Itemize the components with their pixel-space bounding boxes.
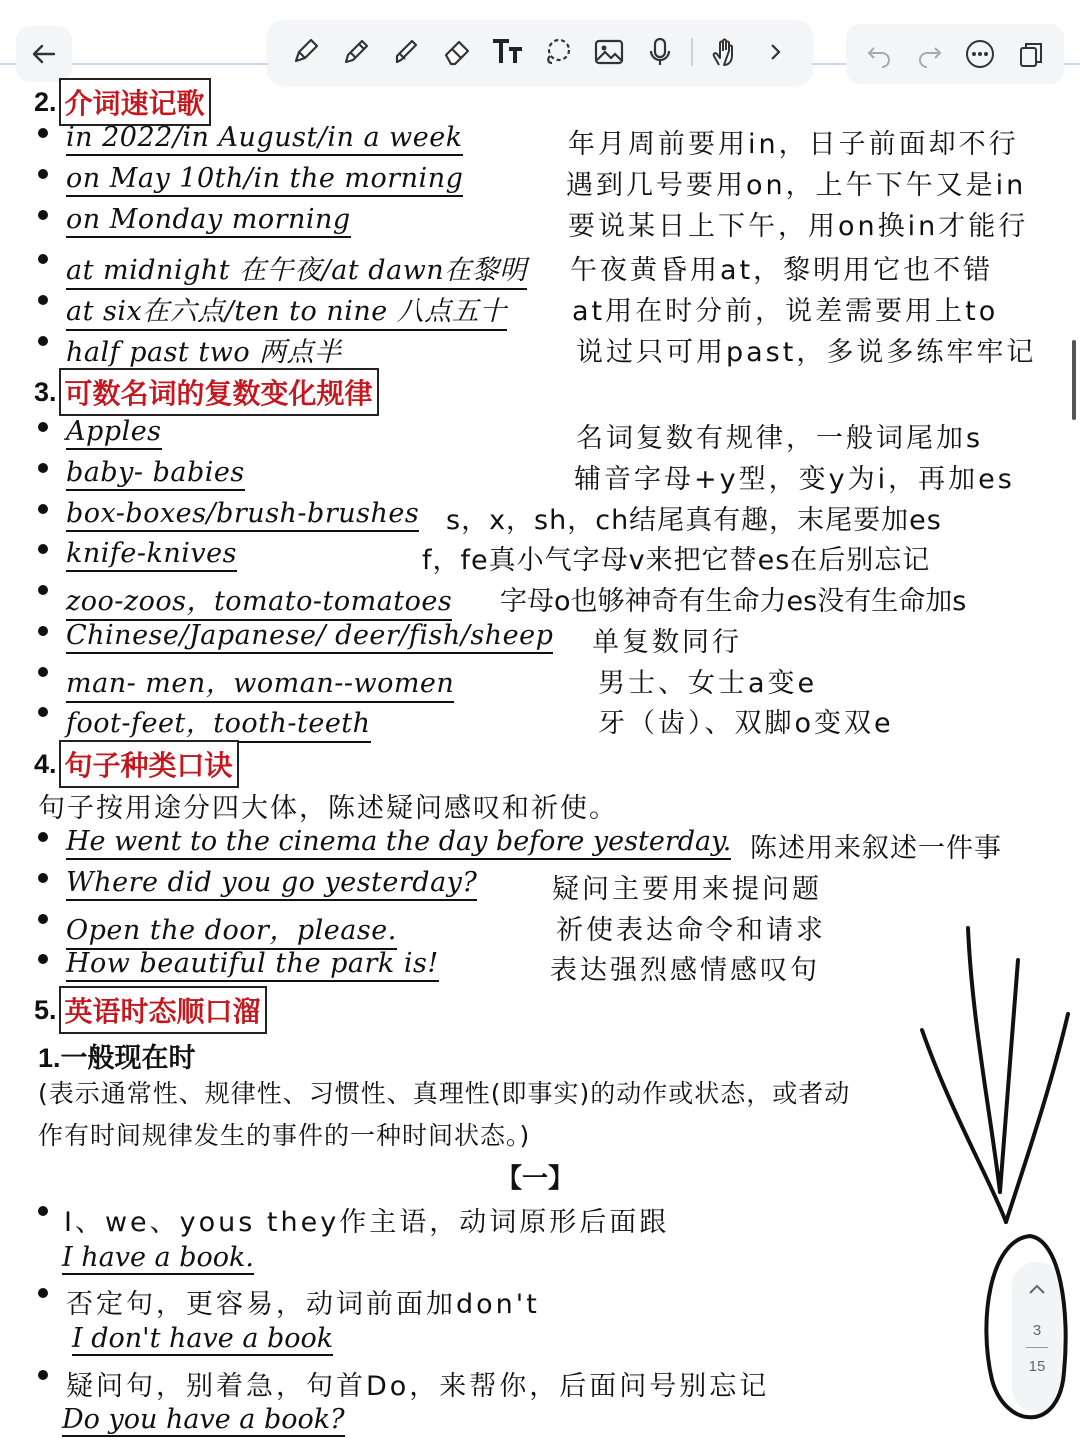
gesture-tool[interactable] — [703, 30, 746, 74]
chinese-text: 年月周前要用in，日子前面却不行 — [568, 129, 1019, 160]
group-mark: 【一】 — [496, 1163, 575, 1193]
english-text: knife-knives — [66, 538, 237, 572]
chinese-text: 疑问句，别着急，句首Do，来帮你，后面问号别忘记 — [66, 1371, 770, 1402]
chinese-text: 祈使表达命令和请求 — [556, 915, 826, 946]
chinese-text: 单复数同行 — [592, 627, 742, 658]
english-text: zoo-zoos，tomato-tomatoes — [66, 579, 452, 621]
section-5-header — [34, 986, 267, 1034]
text-icon — [490, 35, 526, 69]
chevron-up-icon — [1027, 1282, 1047, 1296]
bullet — [38, 1288, 48, 1298]
section-3-header — [34, 368, 379, 416]
bullet — [38, 169, 48, 179]
bullet — [38, 707, 48, 717]
section-title: 英语时态顺口溜 — [59, 986, 267, 1034]
english-text: He went to the cinema the day before yesterday. — [66, 826, 731, 860]
image-tool[interactable] — [588, 30, 631, 74]
hand-gesture-icon — [707, 35, 741, 69]
image-icon — [592, 35, 626, 69]
example-sentence: I have a book. — [62, 1242, 254, 1273]
chinese-text: 名词复数有规律，一般词尾加s — [576, 423, 984, 454]
english-text: Open the door，please. — [66, 908, 397, 950]
more-icon — [964, 38, 996, 70]
pen-icon — [288, 35, 322, 69]
scrollbar[interactable] — [1072, 340, 1076, 420]
text-tool[interactable] — [486, 30, 529, 74]
more-tools-button[interactable] — [753, 30, 796, 74]
chinese-text: 男士、女士a变e — [598, 668, 818, 699]
bullet — [38, 463, 48, 473]
chinese-text: 辅音字母+y型，变y为i，再加es — [574, 464, 1015, 495]
chevron-right-icon — [763, 40, 787, 64]
bullet — [38, 128, 48, 138]
current-page: 3 — [1032, 1322, 1042, 1339]
section-2-header — [34, 78, 211, 126]
english-text: man- men，woman--women — [66, 661, 454, 703]
note-page[interactable] — [0, 70, 1080, 1440]
divider — [691, 38, 693, 66]
highlighter-icon — [390, 35, 424, 69]
bullet — [38, 422, 48, 432]
english-text: Where did you go yesterday? — [66, 867, 477, 901]
english-text: half past two 两点半 — [66, 330, 342, 372]
bullet — [38, 504, 48, 514]
divider — [812, 63, 846, 65]
arrow-left-icon — [30, 40, 58, 68]
bullet — [38, 667, 48, 677]
section-number: 5. — [34, 994, 57, 1025]
sentence-intro: 句子按用途分四大体，陈述疑问感叹和祈使。 — [38, 793, 618, 824]
bullet — [38, 210, 48, 220]
highlighter-tool[interactable] — [385, 30, 428, 74]
example-sentence: Do you have a book? — [62, 1404, 345, 1435]
chinese-text: 否定句，更容易，动词前面加don't — [66, 1289, 540, 1320]
chinese-text: 表达强烈感情感叹句 — [550, 955, 820, 986]
chinese-text: 遇到几号要用on，上午下午又是in — [566, 170, 1027, 201]
english-text: on Monday morning — [66, 204, 351, 238]
example-sentence: I don't have a book — [72, 1323, 334, 1354]
english-text: in 2022/in August/in a week — [66, 122, 463, 156]
chinese-text: 字母o也够神奇有生命力es没有生命加s — [500, 586, 967, 617]
bullet — [38, 1206, 48, 1216]
pages-icon — [1016, 39, 1046, 69]
chinese-text: 牙（齿）、双脚o变双e — [598, 708, 894, 739]
redo-icon — [916, 40, 944, 68]
bullet — [38, 336, 48, 346]
section-title: 句子种类口诀 — [59, 740, 239, 788]
chinese-text: I、we、yous they作主语，动词原形后面跟 — [64, 1207, 670, 1238]
undo-icon — [865, 40, 893, 68]
eraser-tool[interactable] — [436, 30, 479, 74]
bullet — [38, 254, 48, 264]
lasso-tool[interactable] — [537, 30, 580, 74]
section-4-header — [34, 740, 239, 788]
section-number: 3. — [34, 376, 57, 407]
total-pages: 15 — [1028, 1358, 1046, 1375]
chinese-text: s，x，sh，ch结尾真有趣，末尾要加es — [446, 505, 942, 536]
english-text: foot-feet，tooth-teeth — [66, 701, 371, 743]
pencil-tool[interactable] — [335, 30, 378, 74]
bullet — [38, 295, 48, 305]
eraser-icon — [440, 35, 474, 69]
english-text: at midnight 在午夜/at dawn在黎明 — [66, 248, 527, 290]
bullet — [38, 544, 48, 554]
chinese-text: f，fe真小气字母v来把它替es在后别忘记 — [422, 545, 931, 576]
section-number: 4. — [34, 748, 57, 779]
english-text: on May 10th/in the morning — [66, 163, 463, 197]
bullet — [38, 626, 48, 636]
english-text: Chinese/Japanese/ deer/fish/sheep — [66, 620, 553, 654]
divider — [1026, 1347, 1048, 1348]
pencil-icon — [339, 35, 373, 69]
bullet — [38, 832, 48, 842]
section-number: 2. — [34, 86, 57, 117]
tense-description-line-1: (表示通常性、规律性、习惯性、真理性(即事实)的动作或状态，或者动 — [38, 1079, 851, 1108]
pen-tool[interactable] — [284, 30, 327, 74]
microphone-icon — [643, 35, 677, 69]
english-text: box-boxes/brush-brushes — [66, 498, 419, 532]
section-title: 介词速记歌 — [59, 78, 211, 126]
bullet — [38, 1370, 48, 1380]
divider — [1064, 63, 1080, 65]
chinese-text: at用在时分前，说差需要用上to — [572, 296, 999, 327]
bullet — [38, 954, 48, 964]
chinese-text: 疑问主要用来提问题 — [552, 874, 822, 905]
chinese-text: 要说某日上下午，用on换in才能行 — [568, 211, 1029, 242]
chinese-text: 陈述用来叙述一件事 — [750, 833, 1002, 864]
bullet — [38, 914, 48, 924]
page-indicator[interactable] — [1012, 1262, 1062, 1412]
english-text: Apples — [66, 416, 162, 450]
chinese-text: 说过只可用past，多说多练牢牢记 — [576, 337, 1037, 368]
section-title: 可数名词的复数变化规律 — [59, 368, 379, 416]
lasso-icon — [541, 35, 575, 69]
english-text: How beautiful the park is! — [66, 948, 439, 982]
tense-description-line-2: 作有时间规律发生的事件的一种时间状态。) — [38, 1121, 531, 1150]
bullet — [38, 873, 48, 883]
bullet — [38, 585, 48, 595]
chinese-text: 午夜黄昏用at，黎明用它也不错 — [570, 255, 994, 286]
tense-subhead: 1.一般现在时 — [38, 1043, 196, 1073]
english-text: baby- babies — [66, 457, 245, 491]
english-text: at six在六点/ten to nine 八点五十 — [66, 289, 507, 331]
microphone-tool[interactable] — [638, 30, 681, 74]
